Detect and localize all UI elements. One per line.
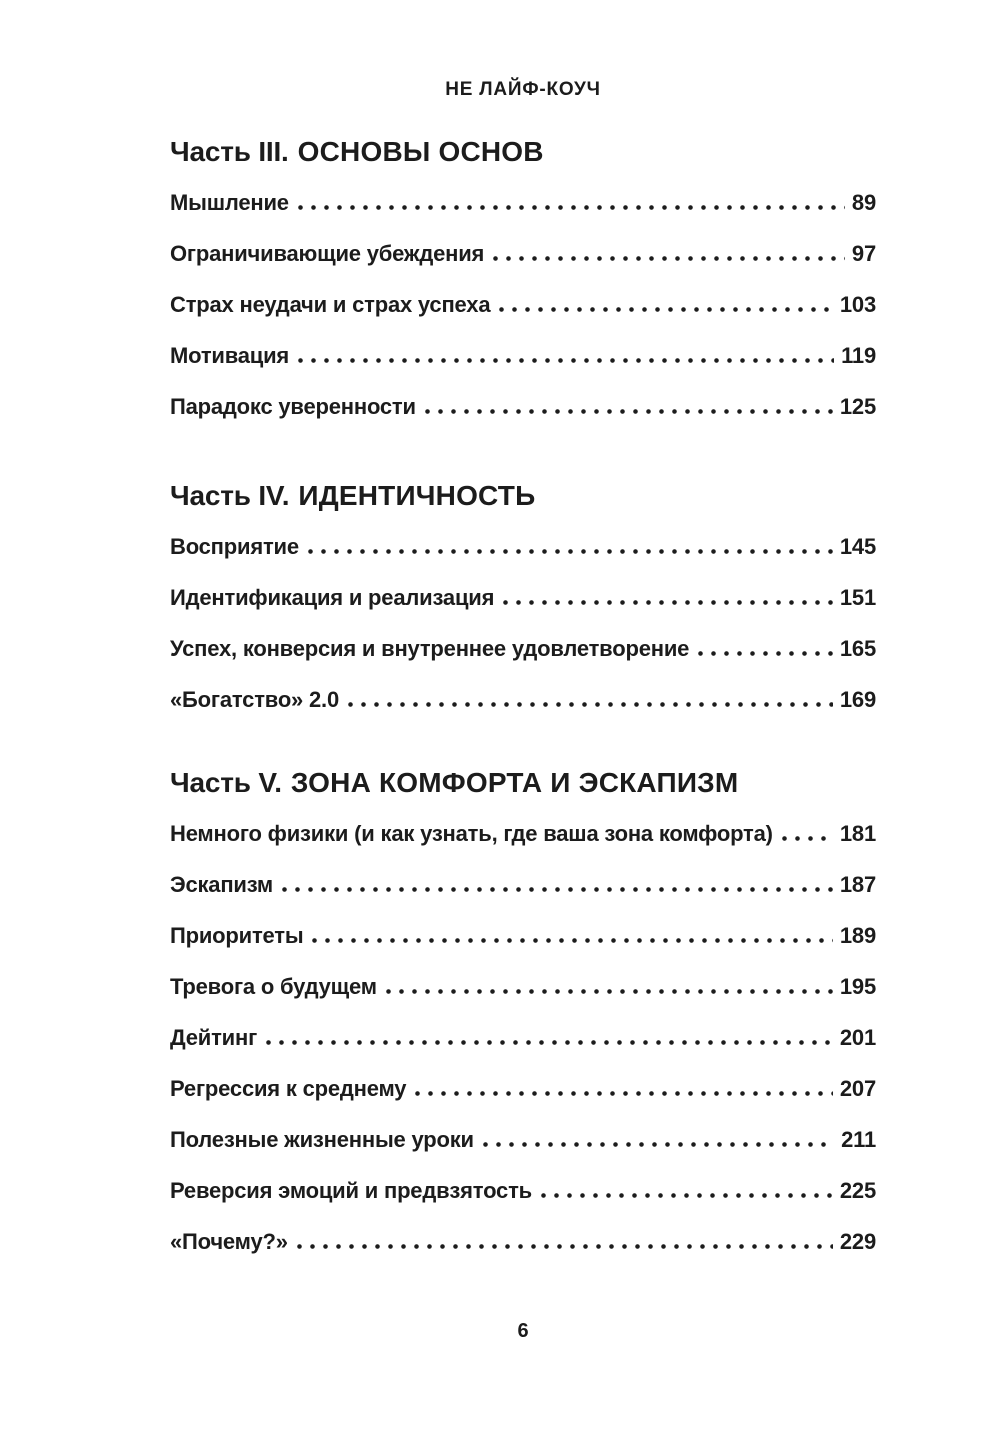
- toc-entry-page: 181: [839, 821, 876, 846]
- dot-leader: [312, 938, 832, 943]
- toc-entry-label: Полезные жизненные уроки: [170, 1127, 474, 1152]
- toc-entry-page: 229: [839, 1229, 876, 1254]
- toc-entry: [170, 1125, 876, 1176]
- table-of-contents: [170, 102, 876, 1278]
- toc-entry: [170, 583, 876, 634]
- toc-entry-label: Мышление: [170, 190, 289, 215]
- toc-entry: [170, 290, 876, 341]
- toc-entry-page: 89: [851, 190, 876, 215]
- toc-entry: [170, 1176, 876, 1227]
- toc-entry: [170, 188, 876, 239]
- toc-entry-label: Дейтинг: [170, 1025, 258, 1050]
- toc-entry: [170, 341, 876, 392]
- dot-leader: [298, 358, 834, 363]
- toc-entry: [170, 921, 876, 972]
- toc-entry-label: Эскапизм: [170, 872, 274, 897]
- toc-entry-page: 97: [851, 241, 876, 266]
- toc-entry: [170, 1023, 876, 1074]
- dot-leader: [483, 1142, 834, 1147]
- dot-leader: [541, 1193, 833, 1198]
- toc-entry-label: Реверсия эмоций и предвзятость: [170, 1178, 532, 1203]
- dot-leader: [493, 256, 845, 261]
- page-number: 6: [517, 1320, 529, 1342]
- dot-leader: [297, 1244, 833, 1249]
- toc-section-part-3: [170, 134, 876, 443]
- dot-leader: [782, 836, 833, 841]
- toc-entry: [170, 634, 876, 685]
- toc-entry-label: Восприятие: [170, 534, 299, 559]
- toc-entry: [170, 1227, 876, 1278]
- toc-entry: [170, 870, 876, 921]
- dot-leader: [698, 651, 833, 656]
- toc-entry: [170, 685, 876, 736]
- toc-entry-label: Мотивация: [170, 343, 290, 368]
- dot-leader: [298, 205, 845, 210]
- toc-entry: [170, 239, 876, 290]
- dot-leader: [503, 600, 833, 605]
- dot-leader: [266, 1040, 833, 1045]
- dot-leader: [415, 1091, 833, 1096]
- part-title: ЗОНА КОМФОРТА И ЭСКАПИЗМ: [290, 767, 739, 798]
- toc-entry: [170, 1074, 876, 1125]
- dot-leader: [308, 549, 833, 554]
- toc-entry-label: Парадокс уверенности: [170, 394, 416, 419]
- toc-entry-page: 125: [839, 394, 876, 419]
- running-header: НЕ ЛАЙФ-КОУЧ: [445, 79, 601, 100]
- toc-entry-page: 187: [839, 872, 876, 897]
- toc-entry: [170, 392, 876, 443]
- toc-entry: [170, 819, 876, 870]
- toc-entry-label: «Почему?»: [170, 1229, 288, 1254]
- part-heading: [170, 134, 876, 170]
- toc-entry-page: 145: [839, 534, 876, 559]
- toc-entry-label: Регрессия к среднему: [170, 1076, 407, 1101]
- dot-leader: [386, 989, 833, 994]
- toc-entry-label: Тревога о будущем: [170, 974, 377, 999]
- toc-entry-page: 207: [839, 1076, 876, 1101]
- toc-entry-label: «Богатство» 2.0: [170, 687, 339, 712]
- toc-entry-page: 195: [839, 974, 876, 999]
- part-heading: [170, 765, 876, 801]
- dot-leader: [282, 887, 833, 892]
- toc-entry-label: Успех, конверсия и внутреннее удовлетворение: [170, 636, 690, 661]
- part-heading: [170, 478, 876, 514]
- dot-leader: [425, 409, 833, 414]
- dot-leader: [348, 702, 833, 707]
- toc-entry-label: Страх неудачи и страх успеха: [170, 292, 491, 317]
- toc-entry-label: Немного физики (и как узнать, где ваша зона комфорта): [170, 821, 773, 846]
- toc-entry: [170, 972, 876, 1023]
- toc-entry-page: 169: [839, 687, 876, 712]
- toc-entry-page: 151: [839, 585, 876, 610]
- toc-entry-label: Ограничивающие убеждения: [170, 241, 485, 266]
- toc-entry-label: Идентификация и реализация: [170, 585, 495, 610]
- toc-entry-page: 211: [841, 1127, 876, 1152]
- toc-section-part-5: [170, 765, 876, 1278]
- toc-entry-label: Приоритеты: [170, 923, 304, 948]
- part-label: Часть III.: [170, 136, 289, 167]
- toc-entry: [170, 532, 876, 583]
- toc-section-part-4: [170, 478, 876, 736]
- toc-entry-page: 201: [839, 1025, 876, 1050]
- toc-entry-page: 225: [839, 1178, 876, 1203]
- dot-leader: [499, 307, 833, 312]
- toc-entry-page: 103: [839, 292, 876, 317]
- toc-entry-page: 119: [841, 343, 876, 368]
- part-label: Часть IV.: [170, 480, 290, 511]
- book-page: [170, 78, 876, 1344]
- toc-entry-page: 189: [839, 923, 876, 948]
- toc-entry-page: 165: [839, 636, 876, 661]
- part-title: ИДЕНТИЧНОСТЬ: [298, 480, 536, 511]
- part-label: Часть V.: [170, 767, 282, 798]
- part-title: ОСНОВЫ ОСНОВ: [297, 136, 544, 167]
